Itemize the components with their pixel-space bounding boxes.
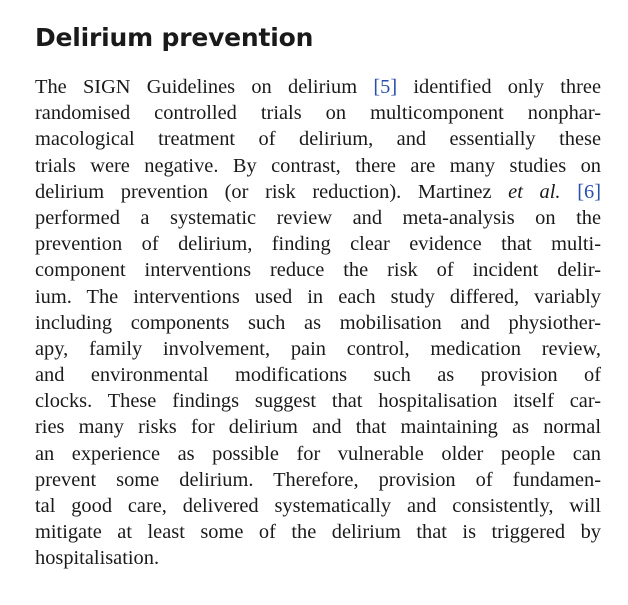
text-run: an experience as possible for vulnerable older people can <box>35 442 601 465</box>
text-run: ries many risks for delirium and that maintaining as normal <box>35 416 601 439</box>
italic-text: et al. <box>508 180 561 203</box>
citation-link[interactable]: [6] <box>577 180 601 203</box>
text-run: and environmental modifications such as provision of <box>35 364 601 387</box>
paragraph-line <box>35 441 601 467</box>
text-run: tal good care, delivered systematically and consistently, will <box>35 495 601 517</box>
paragraph-line <box>35 126 601 152</box>
paragraph-line <box>35 205 601 231</box>
paragraph-line <box>35 519 601 545</box>
paragraph-line <box>35 284 601 310</box>
article-section <box>35 22 601 572</box>
citation-link[interactable]: [5] <box>373 76 398 98</box>
text-run: mitigate at least some of the delirium that is triggered by <box>35 521 601 544</box>
text-run: macological treatment of delirium, and essentially these <box>35 128 601 151</box>
text-run: performed a systematic review and meta-analysis on the <box>35 206 601 229</box>
text-run: including components such as mobilisation and physiother- <box>35 311 601 334</box>
text-run: identified only three <box>397 76 602 98</box>
text-run: trials were negative. By contrast, there are many studies on <box>35 154 601 177</box>
paragraph-line <box>35 493 601 519</box>
text-run: apy, family involvement, pain control, medication review, <box>35 337 601 360</box>
paragraph-line <box>35 545 601 571</box>
paragraph-line <box>35 74 601 100</box>
text-run: clocks. These findings suggest that hospitalisation itself car- <box>35 390 601 413</box>
paragraph-line <box>35 336 601 362</box>
paragraph-line <box>35 362 601 388</box>
paragraph-line <box>35 257 601 283</box>
section-heading: Delirium prevention <box>35 23 314 52</box>
paragraph-line <box>35 231 601 257</box>
text-run: prevent some delirium. Therefore, provision of fundamen- <box>35 468 601 491</box>
paragraph-line <box>35 414 601 440</box>
text-run: delirium prevention (or risk reduction). Martinez <box>35 180 509 203</box>
paragraph-line <box>35 100 601 126</box>
text-run: component interventions reduce the risk of incident delir- <box>35 259 601 282</box>
section-body-paragraph <box>35 74 601 572</box>
paragraph-line <box>35 467 601 493</box>
paragraph-line <box>35 153 601 179</box>
text-run: ium. The interventions used in each study differed, variably <box>35 285 601 308</box>
text-run: prevention of delirium, finding clear evidence that multi- <box>35 233 601 256</box>
paragraph-line <box>35 388 601 414</box>
paragraph-line <box>35 179 601 205</box>
text-run: The SIGN Guidelines on delirium <box>35 76 374 98</box>
text-run: hospitalisation. <box>35 547 160 570</box>
paragraph-line <box>35 310 601 336</box>
text-run <box>561 181 578 203</box>
text-run: randomised controlled trials on multicomponent nonphar- <box>35 102 601 125</box>
